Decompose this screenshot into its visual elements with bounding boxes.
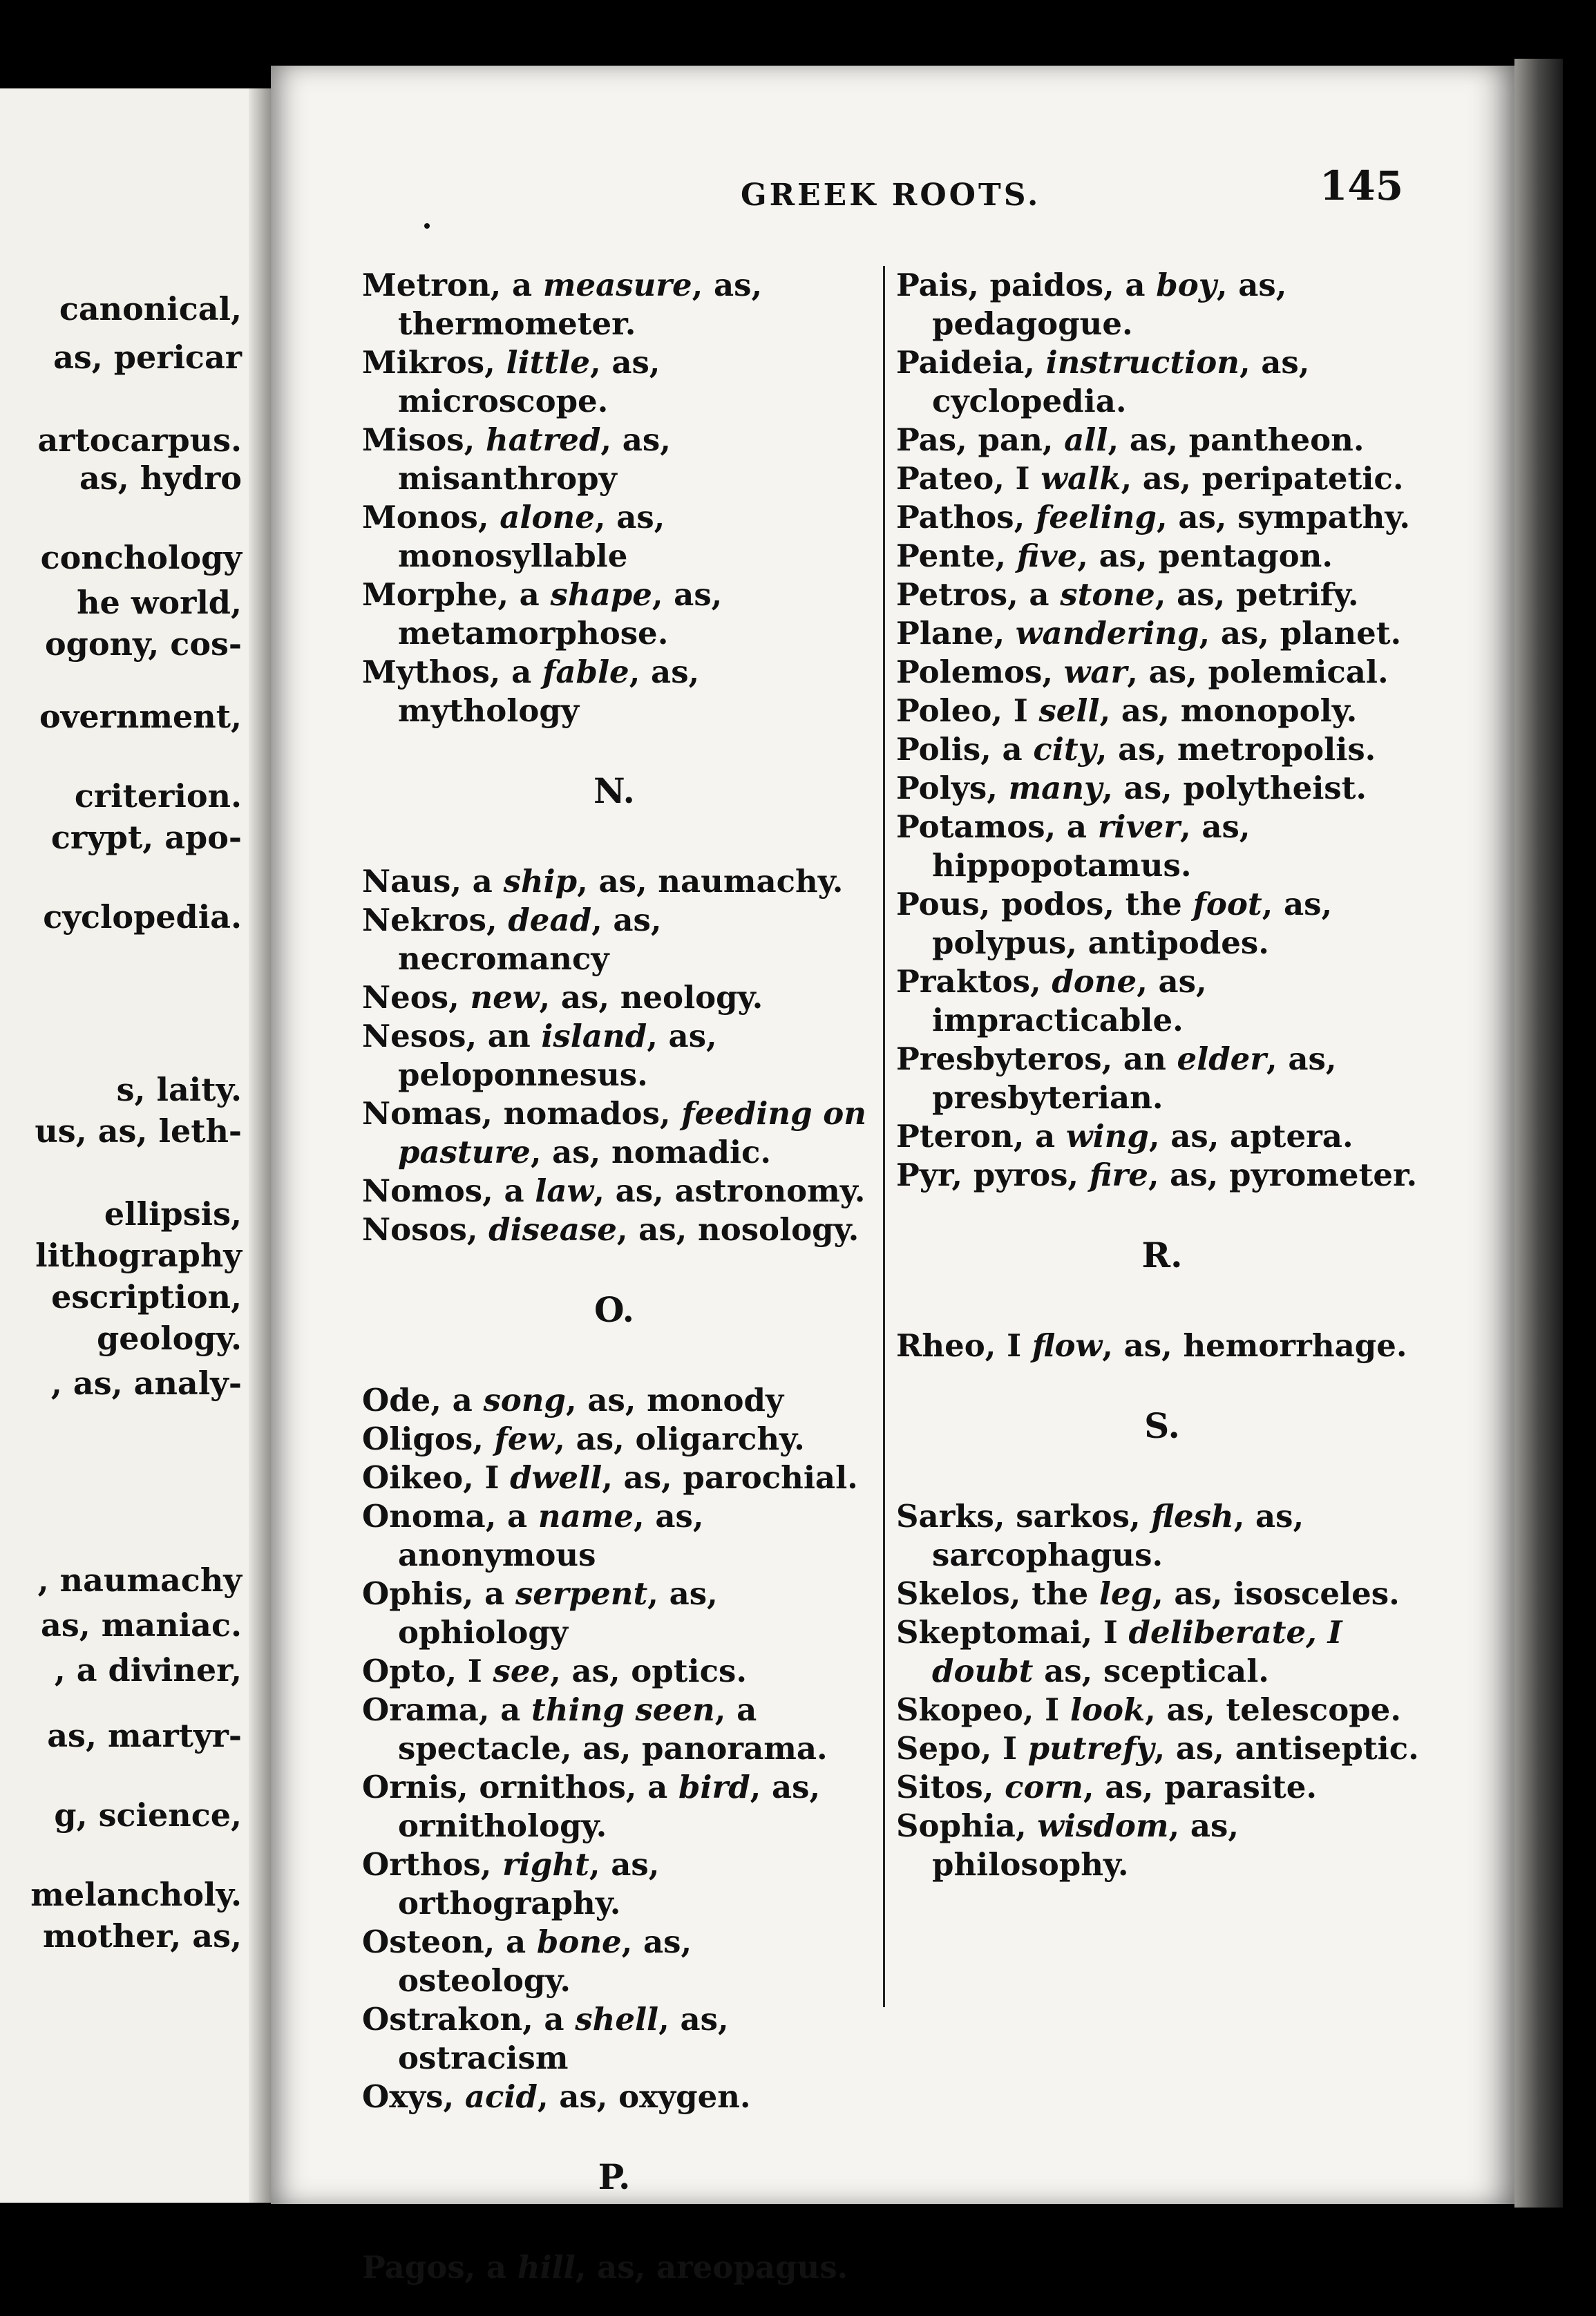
page-edge xyxy=(1514,59,1563,2208)
root-entry xyxy=(896,343,1428,421)
left-page-fragment: canonical, xyxy=(59,290,242,328)
left-page xyxy=(0,88,290,2203)
left-page-fragment: mother, as, xyxy=(43,1917,242,1955)
root-entry xyxy=(362,1459,866,1497)
root-word: Polis, a xyxy=(896,731,1034,768)
root-word: Nomos, a xyxy=(362,1173,535,1209)
root-meaning: all xyxy=(1064,421,1108,458)
root-meaning: five xyxy=(1016,538,1078,574)
left-page-fragment: cyclopedia. xyxy=(43,898,242,936)
root-meaning: done xyxy=(1052,963,1137,1000)
root-meaning: flow xyxy=(1032,1327,1103,1364)
root-word: Poleo, I xyxy=(896,692,1039,729)
root-word: Neos, xyxy=(362,979,471,1016)
root-entry xyxy=(896,1613,1428,1691)
root-example: , as, metropolis. xyxy=(1096,731,1376,768)
root-example: , as, optics. xyxy=(550,1653,748,1689)
root-example: , as, oxygen. xyxy=(537,2078,751,2115)
root-word: Potamos, a xyxy=(896,808,1098,845)
root-word: Pagos, a xyxy=(362,2249,517,2286)
root-example: , as, planet. xyxy=(1199,615,1402,652)
root-meaning: walk xyxy=(1041,460,1121,497)
root-word: Morphe, a xyxy=(362,576,551,613)
root-word: Orthos, xyxy=(362,1846,503,1883)
root-example: , as, hippopotamus. xyxy=(932,808,1251,884)
root-meaning: few xyxy=(494,1421,555,1457)
root-example: , as, nosology. xyxy=(616,1211,859,1248)
root-meaning: hill xyxy=(517,2249,576,2286)
root-example: , as, parasite. xyxy=(1083,1769,1318,1805)
left-page-fragment: geology. xyxy=(97,1320,242,1357)
root-word: Misos, xyxy=(362,421,486,458)
left-page-fragment: artocarpus. xyxy=(37,421,242,459)
root-example: , as, monosyllable xyxy=(398,499,665,574)
root-example: , as, sarcophagus. xyxy=(932,1498,1304,1573)
root-entry xyxy=(362,2248,866,2287)
root-word: Pathos, xyxy=(896,499,1036,535)
root-entry xyxy=(362,1845,866,1923)
root-meaning: deliberate, I doubt xyxy=(932,1614,1342,1689)
entry-group-o xyxy=(362,1381,866,2116)
root-entry xyxy=(896,1768,1428,1807)
root-example: , as, ostracism xyxy=(398,2001,729,2076)
root-meaning: serpent xyxy=(515,1575,648,1612)
left-page-fragment: g, science, xyxy=(54,1796,242,1834)
root-example: , as, polemical. xyxy=(1127,654,1389,690)
left-page-fragment: lithography xyxy=(35,1237,242,1274)
root-example: , as, philosophy. xyxy=(932,1807,1239,1883)
root-example: , as, peripatetic. xyxy=(1121,460,1404,497)
root-word: Sepo, I xyxy=(896,1730,1028,1767)
root-entry xyxy=(896,1117,1428,1156)
root-entry xyxy=(362,2078,866,2116)
root-meaning: bone xyxy=(536,1924,622,1960)
root-example: , as, osteology. xyxy=(398,1924,692,1999)
root-meaning: elder xyxy=(1177,1041,1267,1077)
root-word: Skeptomai, I xyxy=(896,1614,1129,1651)
root-word: Pteron, a xyxy=(896,1118,1066,1155)
root-meaning: ship xyxy=(503,863,578,900)
root-entry xyxy=(896,1156,1428,1195)
root-entry xyxy=(896,1040,1428,1117)
root-entry xyxy=(896,537,1428,576)
ink-speck xyxy=(424,223,430,229)
root-meaning: stone xyxy=(1060,576,1155,613)
root-example: , as, metamorphose. xyxy=(398,576,723,652)
root-entry xyxy=(362,343,866,421)
root-meaning: wisdom xyxy=(1037,1807,1169,1844)
root-meaning: new xyxy=(470,979,540,1016)
root-word: Nomas, nomados, xyxy=(362,1095,682,1132)
root-meaning: boy xyxy=(1156,267,1217,303)
root-word: Naus, a xyxy=(362,863,504,900)
root-entry xyxy=(896,576,1428,614)
root-example: , as, areopagus. xyxy=(575,2249,848,2286)
root-example: , as, ophiology xyxy=(398,1575,718,1651)
root-meaning: disease xyxy=(488,1211,617,1248)
section-letter-o: O. xyxy=(593,1289,635,1330)
root-meaning: feeding on pasture xyxy=(398,1095,867,1170)
root-example: , as, monody xyxy=(565,1382,784,1418)
page-number: 145 xyxy=(1320,162,1404,209)
root-meaning: thing seen xyxy=(531,1691,715,1728)
root-example: , as, pyrometer. xyxy=(1148,1157,1418,1193)
root-example: , a spectacle, as, panorama. xyxy=(398,1691,828,1767)
root-entry xyxy=(896,808,1428,885)
section-letter-r: R. xyxy=(1141,1235,1183,1275)
root-word: Pyr, pyros, xyxy=(896,1157,1090,1193)
root-word: Sophia, xyxy=(896,1807,1038,1844)
root-word: Opto, I xyxy=(362,1653,493,1689)
root-word: Mythos, a xyxy=(362,654,542,690)
root-meaning: feeling xyxy=(1035,499,1157,535)
root-example: , as, aptera. xyxy=(1148,1118,1353,1155)
left-page-fragment: as, hydro xyxy=(79,459,242,497)
root-example: , as, monopoly. xyxy=(1099,692,1358,729)
root-example: , as, ornithology. xyxy=(398,1769,821,1844)
left-page-fragment: as, maniac. xyxy=(41,1606,242,1644)
left-page-fragment: ogony, cos- xyxy=(44,625,242,663)
root-word: Mikros, xyxy=(362,344,506,381)
root-word: Ode, a xyxy=(362,1382,484,1418)
root-entry xyxy=(896,1327,1428,1365)
root-example: , as, polytheist. xyxy=(1102,770,1367,806)
root-word: Paideia, xyxy=(896,344,1046,381)
root-word: Pente, xyxy=(896,538,1017,574)
root-example: , as, necromancy xyxy=(398,902,662,977)
root-example: , as, sympathy. xyxy=(1156,499,1411,535)
root-entry xyxy=(362,1420,866,1459)
root-meaning: shell xyxy=(575,2001,659,2038)
root-example: , as, impracticable. xyxy=(932,963,1207,1038)
right-page xyxy=(271,66,1521,2286)
entry-group-s xyxy=(896,1497,1428,1884)
root-meaning: city xyxy=(1033,731,1096,768)
root-word: Osteon, a xyxy=(362,1924,537,1960)
root-entry xyxy=(362,1652,866,1691)
left-page-fragment: melancholy. xyxy=(30,1876,242,1913)
root-meaning: sell xyxy=(1038,692,1100,729)
root-entry xyxy=(896,459,1428,498)
root-meaning: island xyxy=(541,1018,647,1054)
root-word: Praktos, xyxy=(896,963,1052,1000)
root-meaning: acid xyxy=(464,2078,538,2115)
root-meaning: foot xyxy=(1193,886,1262,922)
root-entry xyxy=(362,1381,866,1420)
root-meaning: little xyxy=(506,344,590,381)
root-meaning: war xyxy=(1063,654,1128,690)
running-title: GREEK ROOTS. xyxy=(741,178,1041,213)
root-entry xyxy=(896,266,1428,343)
root-entry xyxy=(896,769,1428,808)
root-example: , as, hemorrhage. xyxy=(1102,1327,1407,1364)
root-example: , as, polypus, antipodes. xyxy=(932,886,1333,961)
left-page-fragment: escription, xyxy=(51,1278,242,1316)
root-word: Nesos, an xyxy=(362,1018,542,1054)
root-example: , as, orthography. xyxy=(398,1846,660,1921)
root-word: Polemos, xyxy=(896,654,1064,690)
root-meaning: see xyxy=(493,1653,551,1689)
root-entry xyxy=(896,1729,1428,1768)
root-word: Ornis, ornithos, a xyxy=(362,1769,678,1805)
left-page-fragment: , naumachy xyxy=(37,1562,242,1599)
root-example: , as, naumachy. xyxy=(577,863,844,900)
root-entry xyxy=(896,1691,1428,1729)
left-page-fragment: as, pericar xyxy=(53,339,242,376)
root-entry xyxy=(362,1172,866,1211)
root-example: , as, misanthropy xyxy=(398,421,671,497)
left-page-fragment: as, martyr- xyxy=(47,1717,242,1754)
entry-group-m xyxy=(362,266,866,730)
left-page-fragment: he world, xyxy=(77,584,242,621)
root-word: Oligos, xyxy=(362,1421,495,1457)
left-page-fragment: overnment, xyxy=(39,698,242,735)
root-word: Pous, podos, the xyxy=(896,886,1193,922)
root-example: , as, petrify. xyxy=(1155,576,1359,613)
root-entry xyxy=(896,730,1428,769)
entry-group-r xyxy=(896,1327,1428,1365)
root-meaning: many xyxy=(1008,770,1103,806)
root-entry xyxy=(362,576,866,653)
root-entry xyxy=(362,1575,866,1652)
root-meaning: fire xyxy=(1089,1157,1148,1193)
root-word: Sarks, sarkos, xyxy=(896,1498,1152,1535)
root-meaning: law xyxy=(535,1173,594,1209)
root-entry xyxy=(896,1497,1428,1575)
left-page-fragment: crypt, apo- xyxy=(50,819,242,856)
root-entry xyxy=(896,421,1428,459)
root-example: , as, pantheon. xyxy=(1108,421,1365,458)
root-word: Sitos, xyxy=(896,1769,1005,1805)
root-word: Nosos, xyxy=(362,1211,489,1248)
root-example: , as, isosceles. xyxy=(1152,1575,1400,1612)
root-word: Oxys, xyxy=(362,2078,465,2115)
left-column xyxy=(362,266,866,2287)
entry-group-n xyxy=(362,862,866,1249)
root-word: Onoma, a xyxy=(362,1498,538,1535)
right-column xyxy=(896,266,1428,1884)
root-entry xyxy=(362,266,866,343)
left-page-fragment: s, laity. xyxy=(116,1071,242,1108)
section-letter-n: N. xyxy=(593,770,635,811)
root-word: Pas, pan, xyxy=(896,421,1065,458)
root-entry xyxy=(896,885,1428,962)
root-entry xyxy=(896,962,1428,1040)
root-example: , as, neology. xyxy=(539,979,763,1016)
root-meaning: measure xyxy=(542,267,692,303)
root-example: , as, mythology xyxy=(398,654,700,729)
root-example: as, sceptical. xyxy=(1033,1653,1269,1689)
root-meaning: dwell xyxy=(510,1459,602,1496)
root-entry xyxy=(362,1094,866,1172)
root-entry xyxy=(362,2000,866,2078)
root-meaning: leg xyxy=(1099,1575,1153,1612)
root-entry xyxy=(362,1211,866,1249)
root-entry xyxy=(362,1497,866,1575)
root-entry xyxy=(896,498,1428,537)
root-example: , as, antiseptic. xyxy=(1154,1730,1419,1767)
root-entry xyxy=(362,653,866,730)
root-example: , as, astronomy. xyxy=(593,1173,866,1209)
root-word: Pais, paidos, a xyxy=(896,267,1157,303)
root-word: Oikeo, I xyxy=(362,1459,511,1496)
root-meaning: look xyxy=(1070,1691,1146,1728)
left-page-fragment: , a diviner, xyxy=(54,1651,242,1689)
root-entry xyxy=(362,1923,866,2000)
root-example: , as, pentagon. xyxy=(1077,538,1333,574)
root-meaning: putrefy xyxy=(1027,1730,1155,1767)
root-word: Nekros, xyxy=(362,902,509,938)
root-example: , as, presbyterian. xyxy=(932,1041,1337,1116)
root-word: Skopeo, I xyxy=(896,1691,1070,1728)
root-word: Metron, a xyxy=(362,267,543,303)
left-page-fragment: ellipsis, xyxy=(104,1195,242,1233)
root-meaning: shape xyxy=(550,576,652,613)
root-word: Pateo, I xyxy=(896,460,1041,497)
root-entry xyxy=(896,1807,1428,1884)
root-meaning: instruction xyxy=(1045,344,1239,381)
root-entry xyxy=(896,614,1428,653)
root-entry xyxy=(896,1575,1428,1613)
root-word: Orama, a xyxy=(362,1691,531,1728)
root-entry xyxy=(362,901,866,978)
entry-group-p xyxy=(362,2248,866,2287)
root-meaning: flesh xyxy=(1151,1498,1234,1535)
root-meaning: wandering xyxy=(1015,615,1199,652)
root-word: Ophis, a xyxy=(362,1575,515,1612)
root-meaning: bird xyxy=(678,1769,750,1805)
left-page-fragment: criterion. xyxy=(74,777,242,815)
root-meaning: fable xyxy=(542,654,629,690)
root-entry xyxy=(896,692,1428,730)
root-example: , as, parochial. xyxy=(602,1459,858,1496)
root-entry xyxy=(362,1017,866,1094)
section-letter-s: S. xyxy=(1144,1405,1180,1446)
left-page-fragment: , as, analy- xyxy=(50,1365,242,1402)
root-example: , as, nomadic. xyxy=(530,1134,772,1170)
root-word: Rheo, I xyxy=(896,1327,1032,1364)
root-meaning: river xyxy=(1097,808,1181,845)
root-word: Monos, xyxy=(362,499,500,535)
root-example: , as, oligarchy. xyxy=(554,1421,805,1457)
root-meaning: song xyxy=(483,1382,566,1418)
root-example: , as, pedagogue. xyxy=(932,267,1287,342)
root-entry xyxy=(896,653,1428,692)
column-divider xyxy=(883,266,885,2007)
root-meaning: hatred xyxy=(485,421,601,458)
root-word: Ostrakon, a xyxy=(362,2001,576,2038)
left-page-fragment: us, as, leth- xyxy=(35,1112,242,1150)
root-word: Polys, xyxy=(896,770,1009,806)
root-word: Skelos, the xyxy=(896,1575,1099,1612)
root-word: Presbyteros, an xyxy=(896,1041,1177,1077)
root-example: , as, anonymous xyxy=(398,1498,704,1573)
section-letter-p: P. xyxy=(598,2156,631,2197)
root-word: Petros, a xyxy=(896,576,1061,613)
root-meaning: right xyxy=(502,1846,589,1883)
root-entry xyxy=(362,978,866,1017)
root-example: , as, telescope. xyxy=(1145,1691,1401,1728)
root-example: , as, thermometer. xyxy=(398,267,763,342)
root-word: Plane, xyxy=(896,615,1016,652)
root-example: , as, cyclopedia. xyxy=(932,344,1310,419)
root-meaning: name xyxy=(538,1498,634,1535)
root-example: , as, peloponnesus. xyxy=(398,1018,717,1093)
root-meaning: alone xyxy=(500,499,595,535)
root-meaning: dead xyxy=(508,902,592,938)
left-page-fragment: conchology xyxy=(40,539,242,576)
root-entry xyxy=(362,498,866,576)
root-entry xyxy=(362,1768,866,1845)
entry-group-p-cont xyxy=(896,266,1428,1195)
root-meaning: wing xyxy=(1065,1118,1149,1155)
root-meaning: corn xyxy=(1005,1769,1083,1805)
root-entry xyxy=(362,862,866,901)
root-entry xyxy=(362,1691,866,1768)
root-entry xyxy=(362,421,866,498)
root-example: , as, microscope. xyxy=(398,344,661,419)
